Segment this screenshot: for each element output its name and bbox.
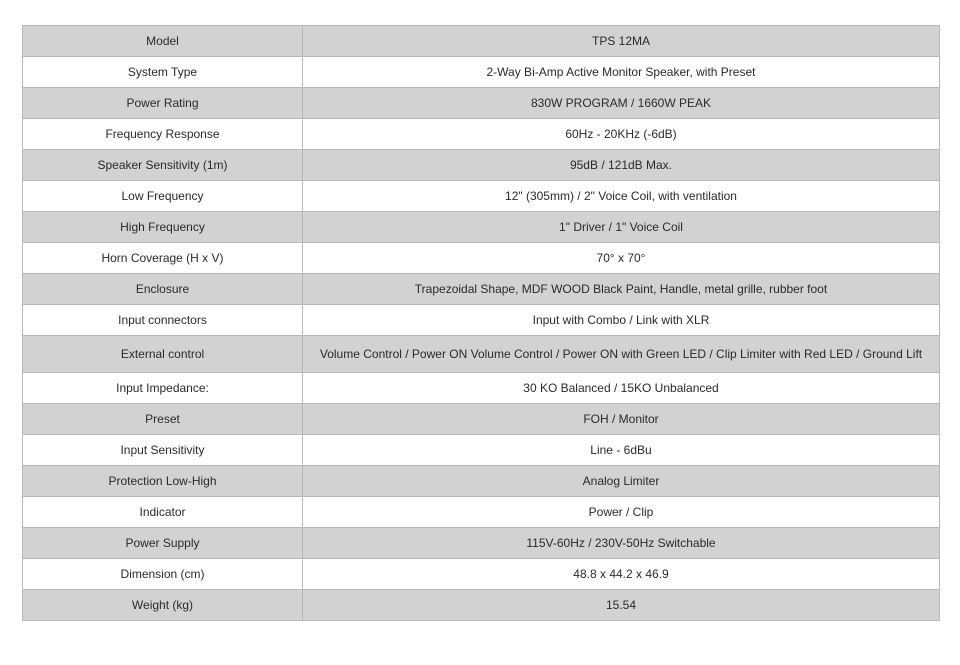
spec-label: Frequency Response xyxy=(23,119,303,150)
spec-label: External control xyxy=(23,336,303,373)
table-row-input-sensitivity xyxy=(23,435,940,466)
spec-label: Input connectors xyxy=(23,305,303,336)
spec-label: Enclosure xyxy=(23,274,303,305)
spec-value: 48.8 x 44.2 x 46.9 xyxy=(303,559,940,590)
spec-value: 115V-60Hz / 230V-50Hz Switchable xyxy=(303,528,940,559)
table-row-protection xyxy=(23,466,940,497)
table-row-preset xyxy=(23,404,940,435)
spec-label: Speaker Sensitivity (1m) xyxy=(23,150,303,181)
spec-label: Power Rating xyxy=(23,88,303,119)
spec-value: 12" (305mm) / 2" Voice Coil, with ventilation xyxy=(303,181,940,212)
table-row-speaker-sensitivity xyxy=(23,150,940,181)
spec-value: 95dB / 121dB Max. xyxy=(303,150,940,181)
spec-value: Analog Limiter xyxy=(303,466,940,497)
table-row-system-type xyxy=(23,57,940,88)
spec-label: Low Frequency xyxy=(23,181,303,212)
spec-label: System Type xyxy=(23,57,303,88)
table-row-high-frequency xyxy=(23,212,940,243)
table-row-frequency-response xyxy=(23,119,940,150)
table-row-external-control xyxy=(23,336,940,373)
spec-value: 2-Way Bi-Amp Active Monitor Speaker, with Preset xyxy=(303,57,940,88)
spec-label: Preset xyxy=(23,404,303,435)
spec-value: 60Hz - 20KHz (-6dB) xyxy=(303,119,940,150)
table-row-input-connectors xyxy=(23,305,940,336)
spec-value: FOH / Monitor xyxy=(303,404,940,435)
spec-label: Dimension (cm) xyxy=(23,559,303,590)
spec-value: Input with Combo / Link with XLR xyxy=(303,305,940,336)
table-row-weight xyxy=(23,590,940,621)
spec-value: Volume Control / Power ON Volume Control / Power ON with Green LED / Clip Limiter with Red LED / Ground Lift xyxy=(303,336,940,373)
spec-label: Indicator xyxy=(23,497,303,528)
spec-label: Input Sensitivity xyxy=(23,435,303,466)
table-row-dimension xyxy=(23,559,940,590)
table-row-power-supply xyxy=(23,528,940,559)
spec-value: Power / Clip xyxy=(303,497,940,528)
spec-label: Horn Coverage (H x V) xyxy=(23,243,303,274)
table-row-power-rating xyxy=(23,88,940,119)
spec-value: 15.54 xyxy=(303,590,940,621)
spec-value: TPS 12MA xyxy=(303,26,940,57)
spec-label: Input Impedance: xyxy=(23,373,303,404)
spec-value: 30 KO Balanced / 15KO Unbalanced xyxy=(303,373,940,404)
table-row-indicator xyxy=(23,497,940,528)
table-row-input-impedance xyxy=(23,373,940,404)
table-row-enclosure xyxy=(23,274,940,305)
spec-label: Weight (kg) xyxy=(23,590,303,621)
table-row-horn-coverage xyxy=(23,243,940,274)
spec-table xyxy=(22,25,940,621)
spec-label: Protection Low-High xyxy=(23,466,303,497)
spec-label: Power Supply xyxy=(23,528,303,559)
spec-value: 1" Driver / 1" Voice Coil xyxy=(303,212,940,243)
spec-value: 70° x 70° xyxy=(303,243,940,274)
spec-value: Line - 6dBu xyxy=(303,435,940,466)
spec-label: Model xyxy=(23,26,303,57)
spec-label: High Frequency xyxy=(23,212,303,243)
spec-value: Trapezoidal Shape, MDF WOOD Black Paint, Handle, metal grille, rubber foot xyxy=(303,274,940,305)
table-row-low-frequency xyxy=(23,181,940,212)
spec-value: 830W PROGRAM / 1660W PEAK xyxy=(303,88,940,119)
table-row-model xyxy=(23,26,940,57)
